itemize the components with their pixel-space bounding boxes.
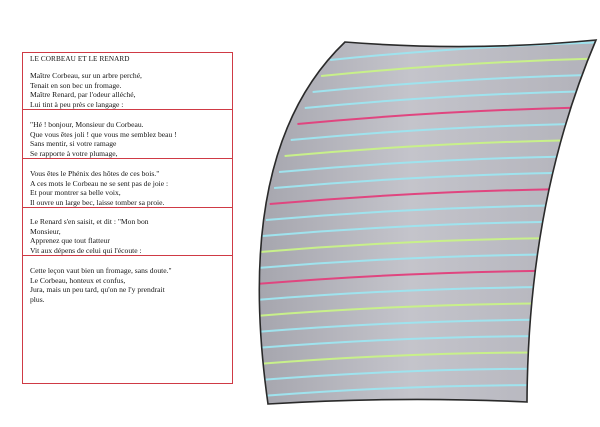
- poem-line: Apprenez que tout flatteur: [30, 236, 110, 246]
- poem-line: Vit aux dépens de celui qui l'écoute :: [30, 245, 142, 255]
- poem-line: Cette leçon vaut bien un fromage, sans doute.": [30, 266, 172, 275]
- poem-line: plus.: [30, 294, 45, 304]
- poem-line: Tenait en son bec un fromage.: [30, 80, 122, 90]
- poem-line: Lui tint à peu près ce langage :: [30, 99, 124, 109]
- poem-line: Maître Corbeau, sur un arbre perché,: [30, 71, 142, 80]
- poem-line: Monsieur,: [30, 226, 61, 236]
- poem-line: Maître Renard, par l'odeur alléché,: [30, 90, 136, 100]
- poem-line: Jura, mais un peu tard, qu'on ne l'y prendrait: [30, 285, 165, 295]
- poem-line: A ces mots le Corbeau ne se sent pas de joie :: [30, 178, 169, 188]
- poem-line: Et pour montrer sa belle voix,: [30, 188, 121, 198]
- poem-line: Se rapporte à votre plumage,: [30, 148, 118, 158]
- sheet-body: [259, 40, 596, 404]
- poem-title: LE CORBEAU ET LE RENARD: [30, 55, 130, 63]
- poem-line: Sans mentir, si votre ramage: [30, 139, 117, 149]
- poem-line: Le Corbeau, honteux et confus,: [30, 275, 126, 285]
- poem-line: Vous êtes le Phénix des hôtes de ces bois.": [30, 169, 160, 178]
- poem-line: Que vous êtes joli ! que vous me semblez beau !: [30, 129, 177, 139]
- poem-line: Il ouvre un large bec, laisse tomber sa proie.: [30, 197, 165, 207]
- poem-line: Le Renard s'en saisit, et dit : "Mon bon: [30, 217, 149, 226]
- poem-line: "Hé ! bonjour, Monsieur du Corbeau.: [30, 120, 144, 129]
